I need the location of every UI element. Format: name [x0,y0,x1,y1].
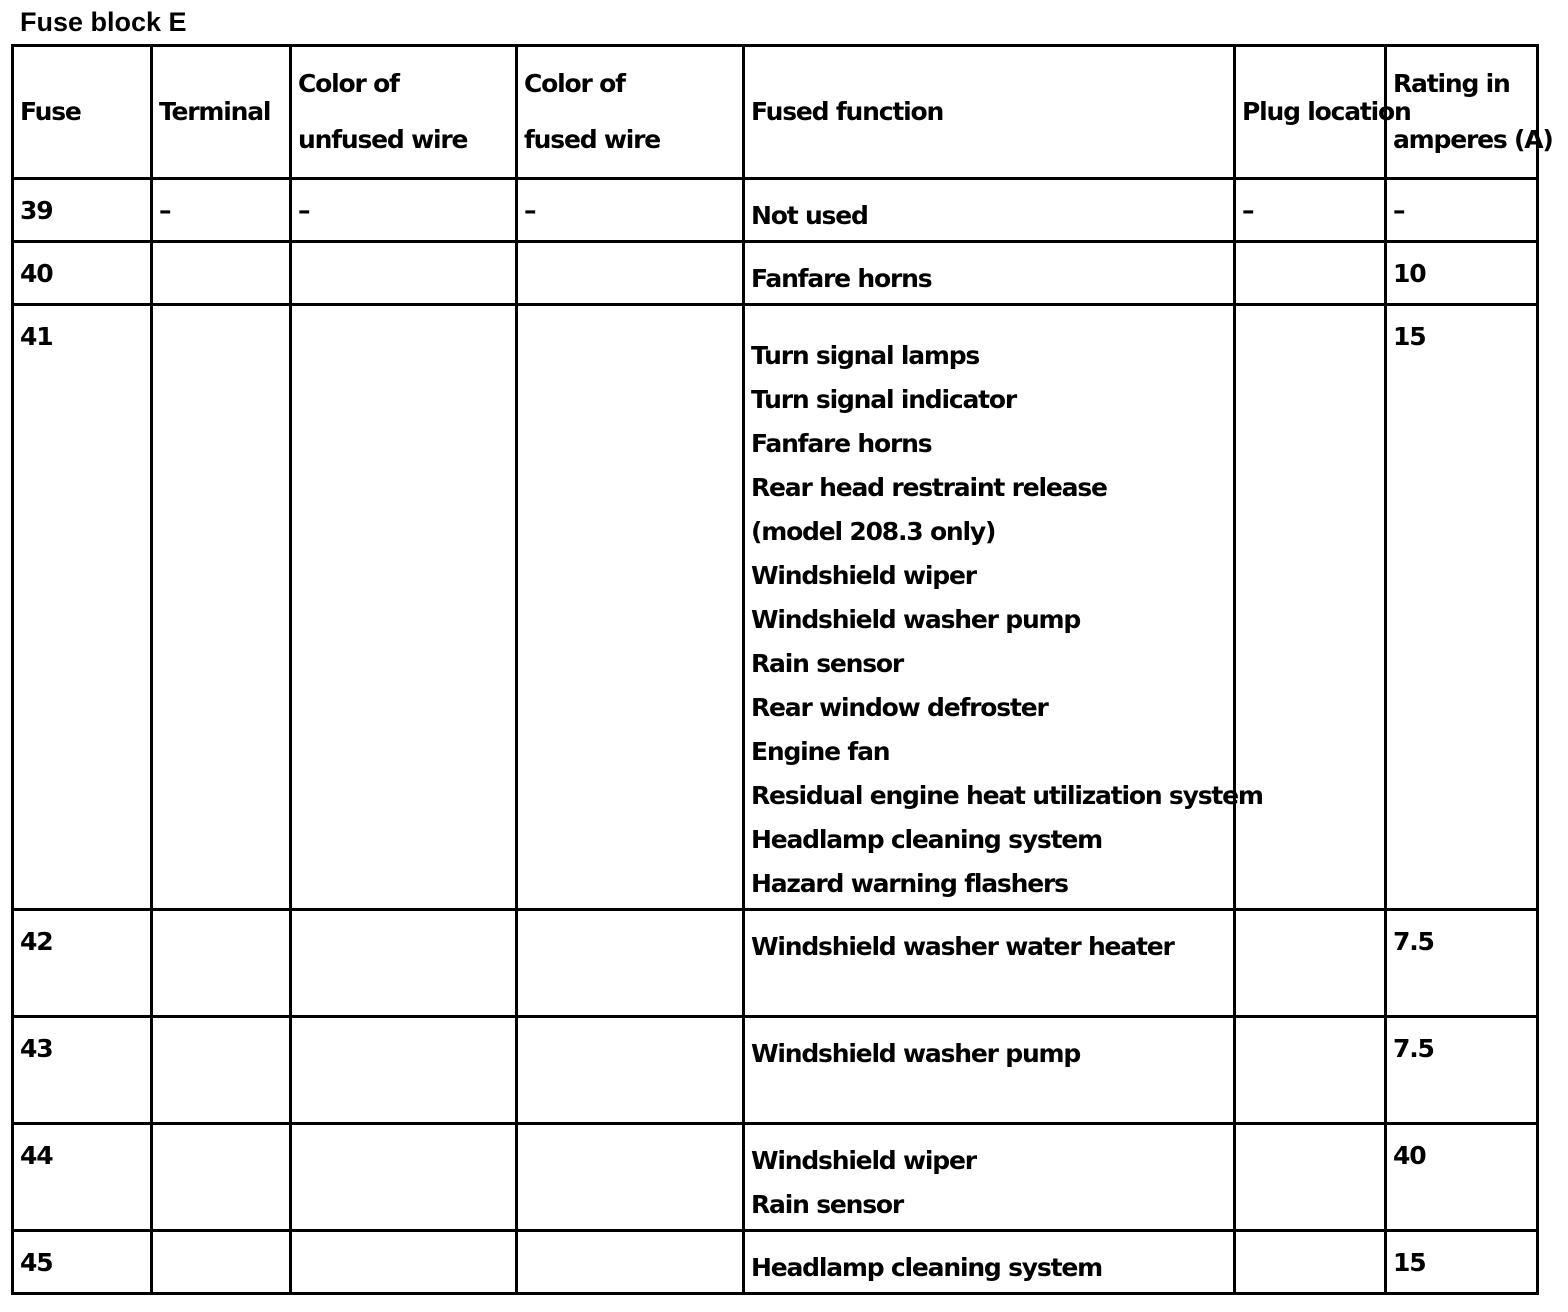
plug-location-cell [1235,1231,1386,1294]
table-row [13,1231,1538,1294]
unfused-wire-cell [291,910,517,1017]
fused-function-cell [744,1124,1235,1231]
fused-function-item: Rear window defroster [751,693,1048,722]
unfused-wire-cell [291,1231,517,1294]
header-unfused-wire-color: Color of unfused wire [291,46,517,179]
fused-function-cell [744,305,1263,910]
plug-location-cell [1235,1017,1386,1124]
fused-function-item: Turn signal indicator [751,385,1016,414]
fused-function-item: Residual engine heat utilization system [751,781,1263,810]
table-row [13,1017,1538,1124]
fuse-cell: 41 [13,305,152,910]
fused-function-item: Fanfare horns [751,264,932,293]
terminal-cell [152,1231,291,1294]
fused-wire-cell [517,910,744,1017]
fused-function-item: Windshield wiper [751,1146,976,1175]
fused-function-cell [744,242,1235,305]
fused-function-item: Fanfare horns [751,429,932,458]
fused-wire-cell [517,1124,744,1231]
fuse-cell: 44 [13,1124,152,1231]
fused-function-item: Turn signal lamps [751,341,980,370]
fuse-cell: 42 [13,910,152,1017]
fused-function-item: Windshield washer pump [751,1039,1081,1068]
fuse-table [11,44,1553,1295]
fuse-cell: 45 [13,1231,152,1294]
header-fused-wire-color: Color of fused wire [517,46,744,179]
terminal-cell [152,305,291,910]
rating-cell: 15 [1386,1231,1538,1294]
table-row [13,305,1538,910]
fuse-cell: 40 [13,242,152,305]
table-row [13,242,1538,305]
fused-function-item: Not used [751,201,868,230]
table-row [13,179,1538,242]
table-row [13,910,1538,1017]
fused-function-cell [744,1231,1235,1294]
plug-location-cell [1235,305,1386,910]
header-fused-function: Fused function [744,46,1235,179]
fused-function-item: Rear head restraint release [751,473,1107,502]
terminal-cell [152,1017,291,1124]
table-row [13,1124,1538,1231]
fused-function-item: Windshield wiper [751,561,976,590]
fuse-cell: 43 [13,1017,152,1124]
rating-cell: 7.5 [1386,1017,1538,1124]
rating-cell: 40 [1386,1124,1538,1231]
unfused-wire-cell [291,1124,517,1231]
terminal-cell [152,242,291,305]
fused-function-cell [744,1017,1235,1124]
rating-cell: – [1386,179,1538,242]
header-terminal: Terminal [152,46,291,179]
fuse-cell: 39 [13,179,152,242]
plug-location-cell [1235,910,1386,1017]
page-title: Fuse block E [20,7,187,37]
rating-cell: 10 [1386,242,1538,305]
terminal-cell [152,910,291,1017]
header-plug-location: Plug location [1235,46,1386,179]
fused-function-item: Rain sensor [751,1190,904,1219]
fused-wire-cell [517,242,744,305]
header-rating: Rating in amperes (A) [1386,46,1538,179]
terminal-cell: – [152,179,291,242]
fused-function-cell [744,910,1235,1017]
fused-function-item: Windshield washer pump [751,605,1081,634]
fused-function-item: (model 208.3 only) [751,517,996,546]
header-fuse: Fuse [13,46,152,179]
fused-function-item: Rain sensor [751,649,904,678]
fused-wire-cell [517,1017,744,1124]
unfused-wire-cell [291,305,517,910]
fused-function-item: Engine fan [751,737,890,766]
fused-function-item: Hazard warning flashers [751,869,1068,898]
header-row [13,46,1538,179]
fused-function-cell [744,179,1235,242]
fused-function-item: Headlamp cleaning system [751,1253,1102,1282]
unfused-wire-cell: – [291,179,517,242]
fused-wire-cell [517,1231,744,1294]
fused-wire-cell [517,305,744,910]
terminal-cell [152,1124,291,1231]
plug-location-cell [1235,1124,1386,1231]
fused-wire-cell: – [517,179,744,242]
fused-function-item: Headlamp cleaning system [751,825,1102,854]
plug-location-cell [1235,242,1386,305]
unfused-wire-cell [291,242,517,305]
fused-function-item: Windshield washer water heater [751,932,1174,961]
rating-cell: 15 [1386,305,1538,910]
plug-location-cell: – [1235,179,1386,242]
unfused-wire-cell [291,1017,517,1124]
rating-cell: 7.5 [1386,910,1538,1017]
